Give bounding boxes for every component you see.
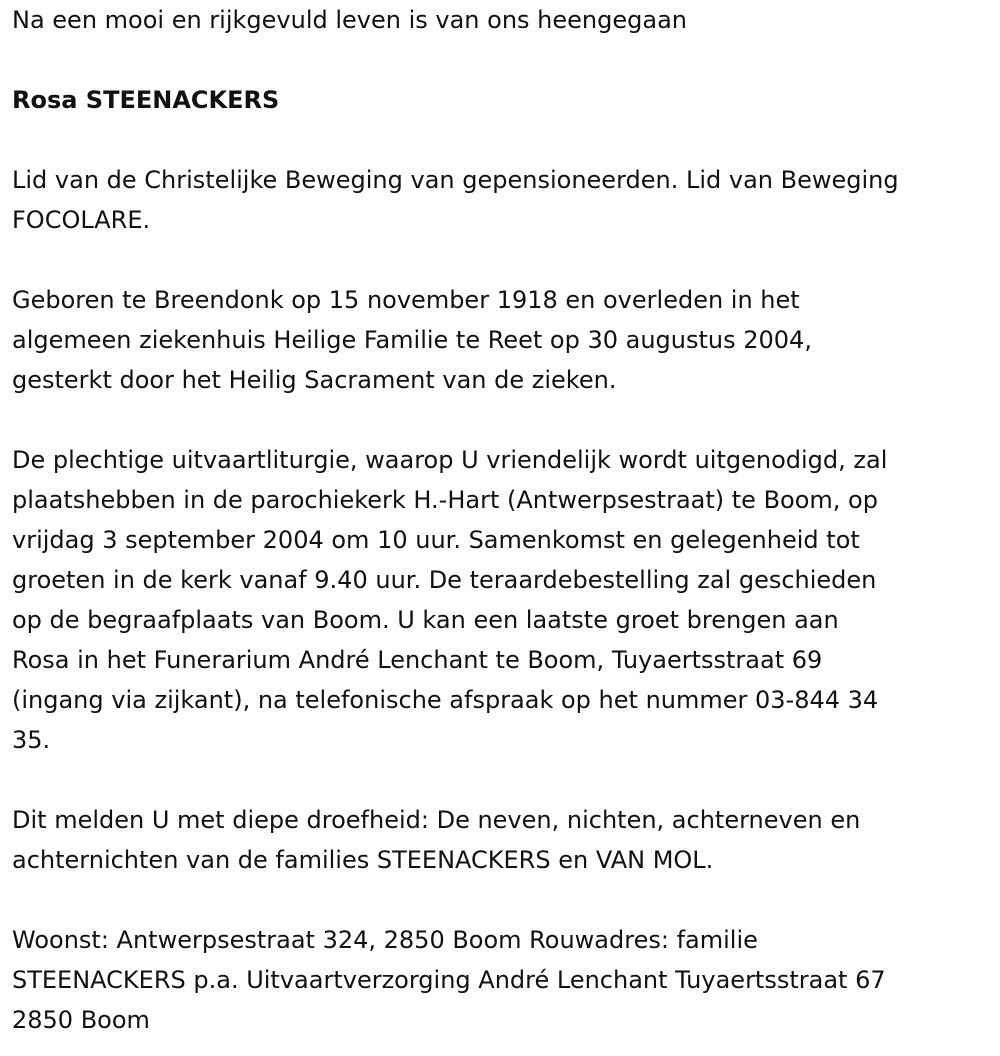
funeral-line: 35. (12, 726, 51, 754)
deceased-name: Rosa STEENACKERS (12, 86, 280, 114)
membership-line: FOCOLARE. (12, 206, 151, 234)
funeral-line: (ingang via zijkant), na telefonische afspraak op het nummer 03-844 34 (12, 686, 879, 714)
birth-death-line: gesterkt door het Heilig Sacrament van de zieken. (12, 366, 617, 394)
mourners-line: achternichten van de families STEENACKERS en VAN MOL. (12, 846, 714, 874)
deceased-name-paragraph (12, 80, 988, 120)
birth-death-paragraph (12, 280, 988, 400)
membership-line: Lid van de Christelijke Beweging van gepensioneerden. Lid van Beweging (12, 166, 899, 194)
address-line: Woonst: Antwerpsestraat 324, 2850 Boom Rouwadres: familie (12, 926, 758, 954)
funeral-line: vrijdag 3 september 2004 om 10 uur. Samenkomst en gelegenheid tot (12, 526, 860, 554)
birth-death-line: Geboren te Breendonk op 15 november 1918 en overleden in het (12, 286, 800, 314)
address-line: 2850 Boom (12, 1006, 150, 1034)
funeral-line: op de begraafplaats van Boom. U kan een laatste groet brengen aan (12, 606, 839, 634)
address-line: STEENACKERS p.a. Uitvaartverzorging André Lenchant Tuyaertsstraat 67 (12, 966, 886, 994)
funeral-paragraph (12, 440, 988, 760)
mourners-paragraph (12, 800, 988, 880)
birth-death-line: algemeen ziekenhuis Heilige Familie te Reet op 30 augustus 2004, (12, 326, 812, 354)
membership-paragraph (12, 160, 988, 240)
intro-line: Na een mooi en rijkgevuld leven is van ons heengegaan (12, 6, 687, 34)
intro-paragraph (12, 0, 988, 40)
address-paragraph (12, 920, 988, 1040)
funeral-line: groeten in de kerk vanaf 9.40 uur. De teraardebestelling zal geschieden (12, 566, 877, 594)
funeral-line: plaatshebben in de parochiekerk H.-Hart (Antwerpsestraat) te Boom, op (12, 486, 878, 514)
mourners-line: Dit melden U met diepe droefheid: De neven, nichten, achterneven en (12, 806, 861, 834)
funeral-line: De plechtige uitvaartliturgie, waarop U vriendelijk wordt uitgenodigd, zal (12, 446, 888, 474)
funeral-line: Rosa in het Funerarium André Lenchant te Boom, Tuyaertsstraat 69 (12, 646, 823, 674)
